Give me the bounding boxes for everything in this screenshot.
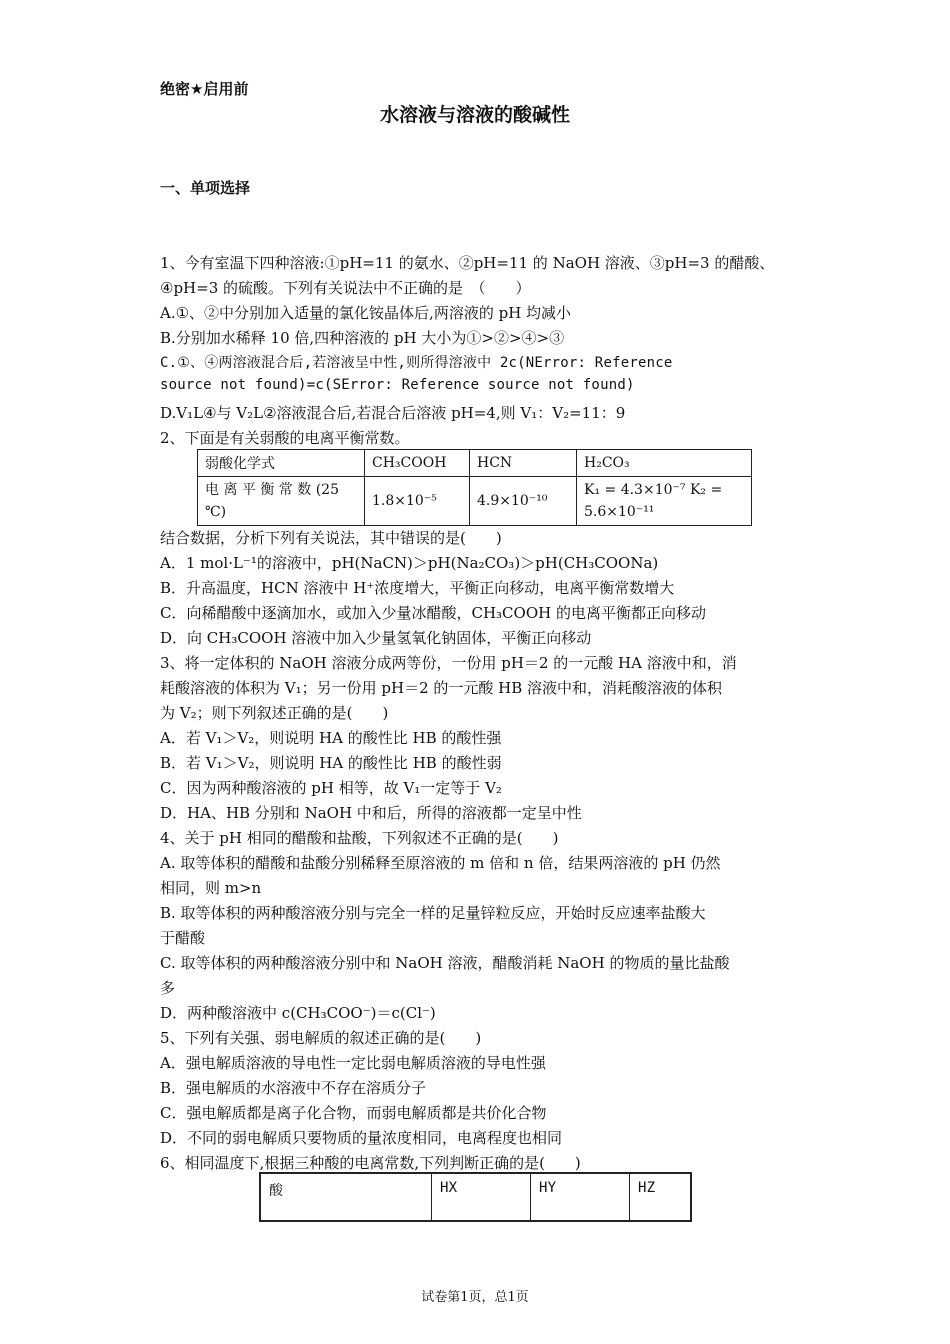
q4-option-a-line1: A. 取等体积的醋酸和盐酸分别稀释至原溶液的 m 倍和 n 倍，结果两溶液的 pH 仍然 <box>160 854 721 872</box>
q6-stem: 6、相同温度下,根据三种酸的电离常数,下列判断正确的是( ) <box>160 1154 581 1172</box>
table-cell: CH₃COOH <box>365 450 470 477</box>
q2-option-b: B．升高温度，HCN 溶液中 H⁺浓度增大，平衡正向移动，电离平衡常数增大 <box>160 579 675 597</box>
q2-after-table: 结合数据，分析下列有关说法，其中错误的是( ) <box>160 529 502 547</box>
table-cell <box>198 477 365 526</box>
q5-stem: 5、下列有关强、弱电解质的叙述正确的是( ) <box>160 1029 482 1047</box>
cell-line: K₁ = 4.3×10⁻⁷ K₂ = <box>584 482 723 498</box>
q1-option-d: D.V₁L④与 V₂L②溶液混合后,若混合后溶液 pH=4,则 V₁：V₂=11：9 <box>160 404 626 422</box>
q3-stem-line2: 耗酸溶液的体积为 V₁；另一份用 pH＝2 的一元酸 HB 溶液中和，消耗酸溶液的体积 <box>160 679 723 697</box>
q5-option-a: A．强电解质溶液的导电性一定比弱电解质溶液的导电性强 <box>160 1054 546 1072</box>
q2-option-a: A．1 mol·L⁻¹的溶液中，pH(NaCN)＞pH(Na₂CO₃)＞pH(CH₃COONa) <box>160 554 659 572</box>
q3-option-b: B．若 V₁＞V₂，则说明 HA 的酸性比 HB 的酸性弱 <box>160 754 502 772</box>
q4-option-b-line2: 于醋酸 <box>160 929 206 947</box>
q3-stem-line1: 3、将一定体积的 NaOH 溶液分成两等份，一份用 pH＝2 的一元酸 HA 溶液中和，消 <box>160 654 737 672</box>
table-cell: HY <box>531 1173 630 1221</box>
q2-stem: 2、下面是有关弱酸的电离平衡常数。 <box>160 429 410 447</box>
q4-option-c-line1: C. 取等体积的两种酸溶液分别中和 NaOH 溶液，醋酸消耗 NaOH 的物质的量比盐酸 <box>160 954 730 972</box>
q2-option-c: C．向稀醋酸中逐滴加水，或加入少量冰醋酸，CH₃COOH 的电离平衡都正向移动 <box>160 604 706 622</box>
table-cell: HZ <box>630 1173 692 1221</box>
table-cell: 酸 <box>260 1173 432 1221</box>
secret-label: 绝密★启用前 <box>160 80 249 98</box>
q4-option-c-line2: 多 <box>160 979 176 997</box>
table-cell: 弱酸化学式 <box>198 450 365 477</box>
table-row <box>198 450 752 477</box>
table-cell: H₂CO₃ <box>577 450 752 477</box>
q2-option-d: D．向 CH₃COOH 溶液中加入少量氢氧化钠固体，平衡正向移动 <box>160 629 592 647</box>
acid-constant-table <box>197 449 752 526</box>
q3-option-a: A．若 V₁＞V₂，则说明 HA 的酸性比 HB 的酸性强 <box>160 729 502 747</box>
q1-stem-line2: ④pH=3 的硫酸。下列有关说法中不正确的是 （ ） <box>160 279 531 297</box>
table-cell: 1.8×10⁻⁵ <box>365 477 470 526</box>
cell-line: 电 离 平 衡 常 数 (25 <box>205 482 339 498</box>
q1-option-b: B.分别加水稀释 10 倍,四种溶液的 pH 大小为①>②>④>③ <box>160 329 565 347</box>
q1-stem-line1: 1、今有室温下四种溶液:①pH=11 的氨水、②pH=11 的 NaOH 溶液、③pH=3 的醋酸、 <box>160 254 775 272</box>
table-row <box>260 1173 691 1221</box>
acid-ionization-table <box>259 1172 692 1222</box>
q5-option-b: B．强电解质的水溶液中不存在溶质分子 <box>160 1079 427 1097</box>
cell-line: 5.6×10⁻¹¹ <box>584 504 655 520</box>
q3-option-d: D．HA、HB 分别和 NaOH 中和后，所得的溶液都一定呈中性 <box>160 804 582 822</box>
table-cell: 4.9×10⁻¹⁰ <box>470 477 577 526</box>
q1-option-a: A.①、②中分别加入适量的氯化铵晶体后,两溶液的 pH 均减小 <box>160 304 572 322</box>
table-row <box>198 477 752 526</box>
q1-option-c-line1: C.①、④两溶液混合后,若溶液呈中性,则所得溶液中 2c(NError: Reference <box>160 355 673 371</box>
q5-option-c: C．强电解质都是离子化合物，而弱电解质都是共价化合物 <box>160 1104 547 1122</box>
q3-option-c: C．因为两种酸溶液的 pH 相等，故 V₁一定等于 V₂ <box>160 779 502 797</box>
q4-option-a-line2: 相同，则 m>n <box>160 879 262 897</box>
table-cell: HCN <box>470 450 577 477</box>
q4-option-d: D．两种酸溶液中 c(CH₃COO⁻)＝c(Cl⁻) <box>160 1004 436 1022</box>
section-heading: 一、单项选择 <box>160 179 251 197</box>
cell-line: ℃) <box>205 504 227 520</box>
q5-option-d: D．不同的弱电解质只要物质的量浓度相同，电离程度也相同 <box>160 1129 563 1147</box>
q4-stem: 4、关于 pH 相同的醋酸和盐酸，下列叙述不正确的是( ) <box>160 829 559 847</box>
q4-option-b-line1: B. 取等体积的两种酸溶液分别与完全一样的足量锌粒反应，开始时反应速率盐酸大 <box>160 904 706 922</box>
table-cell: HX <box>432 1173 531 1221</box>
q1-option-c-line2: source not found)=c(SError: Reference source not found) <box>160 377 635 393</box>
page-footer: 试卷第1页，总1页 <box>421 1290 529 1305</box>
table-cell <box>577 477 752 526</box>
q3-stem-line3: 为 V₂；则下列叙述正确的是( ) <box>160 704 389 722</box>
page-title: 水溶液与溶液的酸碱性 <box>379 104 570 126</box>
